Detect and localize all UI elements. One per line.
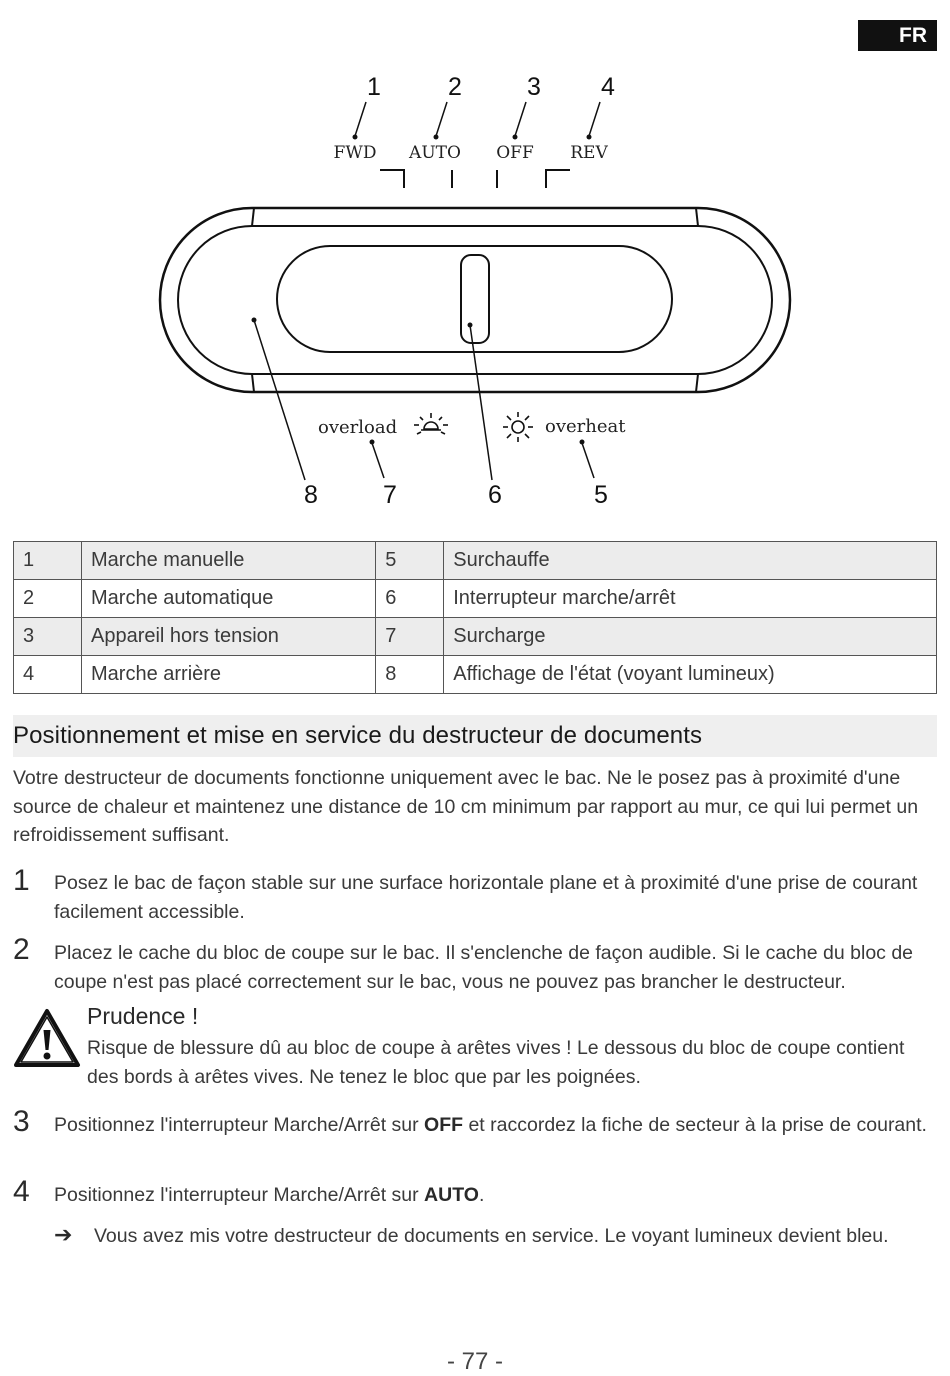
callout-6: 6 xyxy=(488,481,502,509)
setting-off: OFF xyxy=(424,1114,464,1136)
result-arrow-icon: ➔ xyxy=(54,1222,73,1247)
callout-7: 7 xyxy=(383,481,397,509)
step-number: 1 xyxy=(13,864,30,897)
legend-description: Marche arrière xyxy=(82,656,376,694)
callout-4: 4 xyxy=(601,73,615,101)
callout-2: 2 xyxy=(448,73,462,101)
overload-lamp-icon xyxy=(414,413,448,434)
step-number: 2 xyxy=(13,933,30,966)
result-text: Vous avez mis votre destructeur de documents en service. Le voyant lumineux devient bleu. xyxy=(94,1225,889,1247)
legend-number: 3 xyxy=(14,618,82,656)
step-text: Positionnez l'interrupteur Marche/Arrêt sur OFF et raccordez la fiche de secteur à la prise de courant. xyxy=(54,1114,927,1136)
legend-number: 4 xyxy=(14,656,82,694)
label-off: OFF xyxy=(496,143,534,163)
legend-description: Surchauffe xyxy=(444,542,937,580)
warning-text: Risque de blessure dû au bloc de coupe à arêtes vives ! Le dessous du bloc de coupe contient des bords à arêtes vives. Ne tenez le bloc que par les poignées. xyxy=(87,1037,905,1088)
callout-5: 5 xyxy=(594,481,608,509)
table-row xyxy=(14,618,937,656)
label-overheat: overheat xyxy=(545,416,626,437)
language-badge: FR xyxy=(858,20,937,51)
legend-description: Interrupteur marche/arrêt xyxy=(444,580,937,618)
switch-panel-diagram xyxy=(150,60,810,520)
page-number: - 77 - xyxy=(446,1348,503,1375)
legend-description: Surcharge xyxy=(444,618,937,656)
table-row xyxy=(14,580,937,618)
label-overload: overload xyxy=(318,417,398,438)
legend-number: 1 xyxy=(14,542,82,580)
legend-number: 7 xyxy=(376,618,444,656)
step-number: 3 xyxy=(13,1105,30,1138)
legend-number: 2 xyxy=(14,580,82,618)
setting-auto: AUTO xyxy=(424,1184,479,1206)
label-auto: AUTO xyxy=(409,143,461,163)
legend-number: 6 xyxy=(376,580,444,618)
label-fwd: FWD xyxy=(333,143,377,163)
step-text: Positionnez l'interrupteur Marche/Arrêt sur AUTO. xyxy=(54,1184,485,1206)
legend-table xyxy=(13,541,937,694)
step-text: Placez le cache du bloc de coupe sur le bac. Il s'enclenche de façon audible. Si le cache du bloc de coupe n'est pas placé correctement sur le bac, vous ne pouvez pas brancher le destructeur. xyxy=(54,942,914,993)
section-heading: Positionnement et mise en service du destructeur de documents xyxy=(13,715,937,757)
legend-number: 5 xyxy=(376,542,444,580)
legend-number: 8 xyxy=(376,656,444,694)
legend-description: Marche manuelle xyxy=(82,542,376,580)
step-text: Posez le bac de façon stable sur une surface horizontale plane et à proximité d'une prise de courant facilement accessible. xyxy=(54,872,918,923)
label-rev: REV xyxy=(570,143,608,163)
intro-paragraph: Votre destructeur de documents fonctionne uniquement avec le bac. Ne le posez pas à proximité d'une source de chaleur et maintenez une distance de 10 cm minimum par rapport au mur, ce qui lui permet un refroidissement suffisant. xyxy=(13,767,919,846)
legend-description: Affichage de l'état (voyant lumineux) xyxy=(444,656,937,694)
table-row xyxy=(14,656,937,694)
legend-description: Appareil hors tension xyxy=(82,618,376,656)
callout-3: 3 xyxy=(527,73,541,101)
step-number: 4 xyxy=(13,1175,30,1208)
table-row xyxy=(14,542,937,580)
overheat-lamp-icon xyxy=(503,412,533,442)
callout-8: 8 xyxy=(304,481,318,509)
warning-triangle-icon xyxy=(13,1008,81,1068)
warning-title: Prudence ! xyxy=(87,1003,199,1029)
legend-description: Marche automatique xyxy=(82,580,376,618)
callout-1: 1 xyxy=(367,73,381,101)
